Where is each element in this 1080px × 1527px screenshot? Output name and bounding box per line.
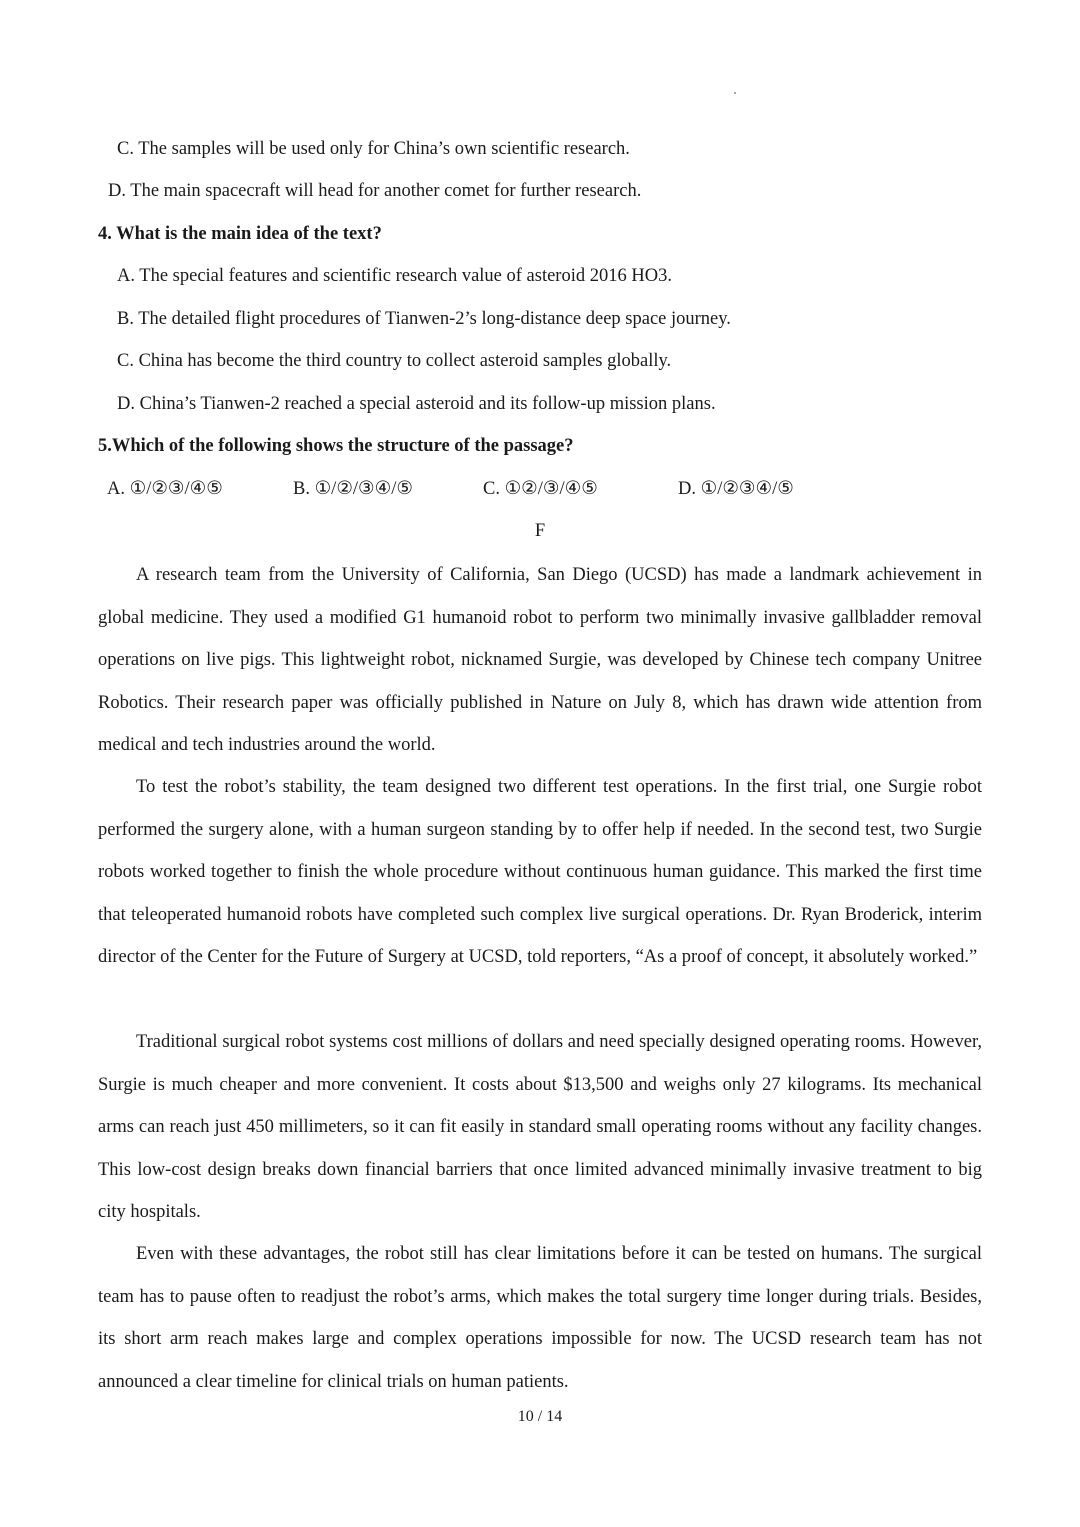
q5-option-d: D. ①/②③④/⑤ (678, 479, 794, 499)
q4-option-b: B. The detailed flight procedures of Tianwen-2’s long-distance deep space journey. (117, 309, 731, 329)
q4-option-d: D. China’s Tianwen-2 reached a special asteroid and its follow-up mission plans. (117, 394, 716, 414)
section-heading: F (534, 521, 546, 541)
scan-speck (734, 92, 736, 94)
q5-option-b: B. ①/②/③④/⑤ (293, 479, 413, 499)
page-number: 10 / 14 (517, 1408, 563, 1425)
q4-question: 4. What is the main idea of the text? (98, 224, 382, 244)
passage-paragraph-3: Traditional surgical robot systems cost millions of dollars and need specially designed operating rooms. However, Surgie is much cheaper and more convenient. It costs about $13,500 and weighs only 27 kilograms. Its mechanical arms can reach just 450 millimeters, so it can fit easily in standard small operating rooms without any facility changes. This low-cost design breaks down financial barriers that once limited advanced minimally invasive treatment to big city hospitals. (98, 1032, 982, 1222)
q5-question: 5.Which of the following shows the structure of the passage? (98, 436, 574, 456)
passage-paragraph-2: To test the robot’s stability, the team designed two different test operations. In the first trial, one Surgie robot performed the surgery alone, with a human surgeon standing by to offer help if needed. In the second test, two Surgie robots worked together to finish the whole procedure without continuous human guidance. This marked the first time that teleoperated humanoid robots have completed such complex live surgical operations. Dr. Ryan Broderick, interim director of the Center for the Future of Surgery at UCSD, told reporters, “As a proof of concept, it absolutely worked.” (98, 777, 982, 967)
passage-paragraph-4: Even with these advantages, the robot still has clear limitations before it can be tested on humans. The surgical team has to pause often to readjust the robot’s arms, which makes the total surgery time longer during trials. Besides, its short arm reach makes large and complex operations impossible for now. The UCSD research team has not announced a clear timeline for clinical trials on human patients. (98, 1244, 982, 1392)
passage-paragraph-1: A research team from the University of California, San Diego (UCSD) has made a landmark achievement in global medicine. They used a modified G1 humanoid robot to perform two minimally invasive gallbladder removal operations on live pigs. This lightweight robot, nicknamed Surgie, was developed by Chinese tech company Unitree Robotics. Their research paper was officially published in Nature on July 8, which has drawn wide attention from medical and tech industries around the world. (98, 565, 982, 755)
q4-option-a: A. The special features and scientific research value of asteroid 2016 HO3. (117, 266, 672, 286)
q5-option-a: A. ①/②③/④⑤ (107, 479, 223, 499)
q4-option-c: C. China has become the third country to collect asteroid samples globally. (117, 351, 672, 371)
q3-option-d: D. The main spacecraft will head for another comet for further research. (108, 181, 642, 201)
q5-option-c: C. ①②/③/④⑤ (483, 479, 598, 499)
q3-option-c: C. The samples will be used only for China’s own scientific research. (117, 139, 630, 159)
